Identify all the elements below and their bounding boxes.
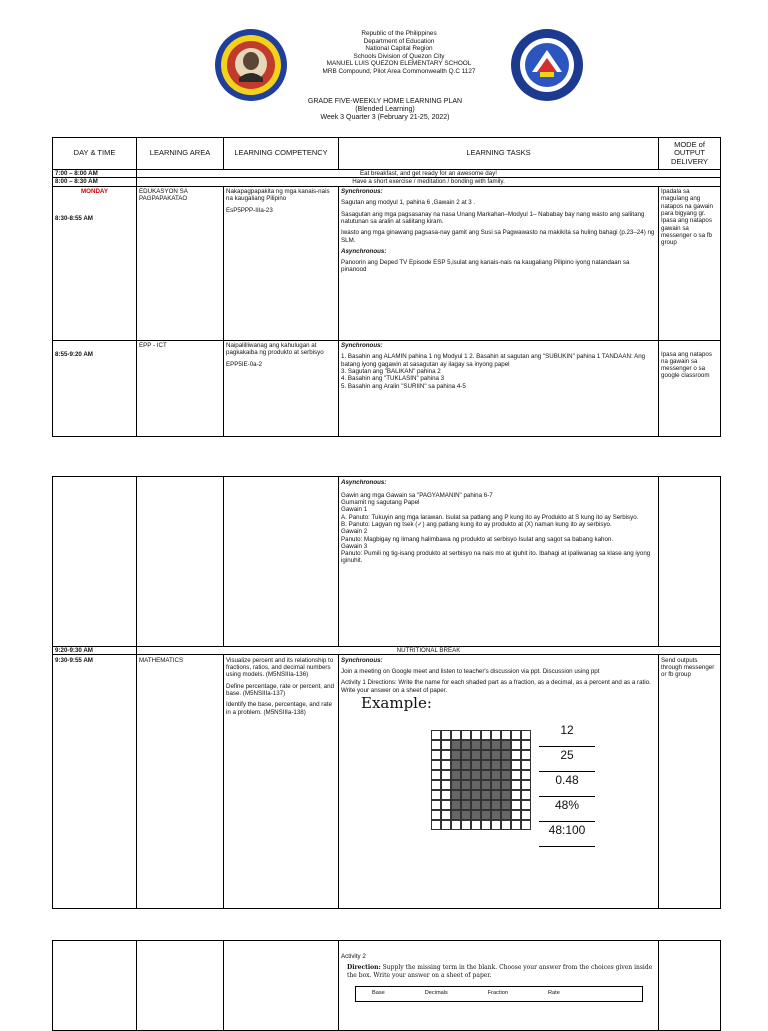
grid-cell [431, 760, 441, 770]
grid-cell [521, 750, 531, 760]
grid-cell [511, 760, 521, 770]
grid-cell [451, 800, 461, 810]
grid-cell [501, 760, 511, 770]
grid-cell [461, 810, 471, 820]
empty-mode-cell-3 [659, 941, 721, 1031]
epp-task-2: 3. Sagutan ang "BALIKAN" pahina 2 [341, 367, 441, 375]
percent-answer: 48% [539, 797, 595, 822]
grid-cell [511, 790, 521, 800]
epp-async-tasks [339, 477, 659, 647]
grid-cell [461, 770, 471, 780]
grid-cell [501, 730, 511, 740]
epp-tasks [339, 340, 659, 436]
grid-cell [441, 730, 451, 740]
plan-title: GRADE FIVE-WEEKLY HOME LEARNING PLAN [307, 98, 463, 105]
gawain-1-b: B. Panuto: Lagyan ng tsek (✓) ang patlang kung ito ay produkto at (X) naman kung ito ay serbisyo. [341, 520, 612, 528]
esp-mode: Ipadala sa magulang ang natapos na gawain para bigyang gr. Ipasa ang natapos gawain sa messenger o sa fb group [659, 186, 721, 340]
grid-cell [521, 790, 531, 800]
grid-cell [481, 750, 491, 760]
breakfast-time: 7:00 – 8:00 AM [53, 170, 137, 178]
math-mode: Send outputs through messenger or fb group [659, 655, 721, 909]
example-title: Example: [361, 693, 432, 712]
sagutang-papel: Gumamit ng sagutang Papel [341, 499, 420, 507]
school-seal-logo [214, 28, 288, 102]
grid-cell [511, 800, 521, 810]
grid-cell [521, 760, 531, 770]
grid-cell [441, 780, 451, 790]
decimal-answer: 0.48 [539, 772, 595, 797]
grid-cell [471, 750, 481, 760]
grid-cell [501, 750, 511, 760]
esp-competency-text: Nakapagpapakita ng mga kanais-nais na kaugaliang Pilipino [226, 188, 330, 203]
grid-cell [481, 730, 491, 740]
grid-cell [521, 730, 531, 740]
esp-sync-label: Synchronous: [341, 188, 383, 196]
grid-cell [461, 760, 471, 770]
grid-cell [451, 730, 461, 740]
math-sync-label: Synchronous: [341, 656, 383, 664]
activity-2-cell [339, 941, 659, 1031]
grid-cell [431, 820, 441, 830]
grid-cell [441, 760, 451, 770]
weekly-plan-table-1 [52, 137, 721, 437]
grid-cell [441, 790, 451, 800]
grid-cell [471, 800, 481, 810]
grid-cell [501, 740, 511, 750]
grid-cell [461, 800, 471, 810]
fraction-denominator: 25 [539, 747, 595, 772]
epp-mode: Ipasa ang natapos na gawain sa messenger o sa google classroom [659, 340, 721, 436]
epp-task-1: 1. Basahin ang ALAMIN pahina 1 ng Modyul 1 2. Basahin at sagutan ang "SUBUKIN" pahina 1 TANDAAN: Ang batang iyong gagawin at sasagutan ay ilagay sa inyong papel [341, 353, 646, 368]
grid-cell [521, 780, 531, 790]
grid-cell [481, 770, 491, 780]
activity-2-label: Activity 2 [341, 952, 366, 960]
grid-cell [511, 730, 521, 740]
col-header-tasks: LEARNING TASKS [339, 138, 659, 170]
breakfast-task: Eat breakfast, and get ready for an awesome day! [137, 170, 721, 178]
grid-cell [511, 750, 521, 760]
gawain-1-a: A. Panuto: Tukuyin ang mga larawan. Isulat sa patlang ang P kung ito ay Produkto at S kung ito ay Serbisyo. [341, 513, 639, 521]
epp-competency-code: EPP5IE-0a-2 [226, 360, 263, 368]
epp-time: 8:55-9:20 AM [53, 340, 137, 436]
grid-cell [511, 770, 521, 780]
grid-cell [441, 740, 451, 750]
esp-time: 8:30-8:55 AM [55, 215, 93, 223]
epp-task-3: 4. Basahin ang "TUKLASIN" pahina 3 [341, 375, 445, 383]
choice-fraction: Fraction [487, 990, 508, 997]
grid-cell [501, 770, 511, 780]
epp-competency-text: Naipalilliwanag ang kahulugan at pagkakaiba ng produkto at serbisyo [226, 342, 324, 357]
direction-label: Direction: [347, 963, 381, 971]
grid-cell [471, 780, 481, 790]
math-area: MATHEMATICS [137, 655, 224, 909]
fraction-numerator: 12 [539, 722, 595, 747]
math-competency-2: Define percentage, rate or percent, and base. (M5NSIIIa-137) [226, 682, 335, 697]
col-header-mode: MODE of OUTPUT DELIVERY [659, 138, 721, 170]
grid-cell [491, 800, 501, 810]
grid-cell [451, 820, 461, 830]
header-line-address: MRB Compound, Pilot Area Commonwealth Q.C 1127 [322, 67, 476, 75]
grid-cell [491, 760, 501, 770]
esp-competency [224, 186, 339, 340]
grid-cell [441, 820, 451, 830]
grid-cell [481, 790, 491, 800]
grid-cell [481, 820, 491, 830]
epp-competency [224, 340, 339, 436]
grid-cell [481, 800, 491, 810]
exercise-time: 8:00 – 8:30 AM [53, 178, 137, 186]
grid-cell [511, 820, 521, 830]
grid-cell [431, 800, 441, 810]
grid-cell [471, 810, 481, 820]
grid-cell [471, 820, 481, 830]
choice-rate: Rate [547, 990, 560, 997]
gawain-2-text: Panuto: Magbigay ng limang halimbawa ng produkto at serbisyo Isulat ang sagot sa babang kahon. [341, 535, 614, 543]
grid-cell [471, 790, 481, 800]
choice-decimals: Decimals [424, 990, 448, 997]
weekly-plan-table-2 [52, 476, 721, 909]
grid-cell [491, 820, 501, 830]
esp-competency-code: EsP5PPP-IIIa-23 [226, 206, 273, 214]
example-figure [361, 693, 601, 840]
grid-cell [491, 730, 501, 740]
col-header-learning-area: LEARNING AREA [137, 138, 224, 170]
header-line-deped: Department of Education [363, 37, 435, 45]
grid-cell [461, 730, 471, 740]
choice-base: Base [372, 990, 385, 997]
math-task-1: Join a meeting on Google meet and listen to teacher's discussion via ppt. Discussion using ppt [341, 668, 600, 676]
grid-cell [431, 780, 441, 790]
example-answers [531, 722, 601, 847]
empty-time-cell [53, 477, 137, 647]
grid-cell [471, 760, 481, 770]
math-tasks [339, 655, 659, 909]
grid-cell [461, 790, 471, 800]
grid-cell [461, 820, 471, 830]
col-header-day-time: DAY & TIME [53, 138, 137, 170]
grid-cell [451, 770, 461, 780]
grid-cell [521, 820, 531, 830]
day-label-monday: MONDAY [81, 188, 108, 196]
empty-competency-cell [224, 477, 339, 647]
grid-cell [521, 770, 531, 780]
esp-async-label: Asynchronous: [341, 247, 387, 255]
math-time: 9:30-9:55 AM [53, 655, 137, 909]
math-competency-1: Visualize percent and its relationship to fractions, ratios, and decimal numbers using models. (M5NSIIIa-136) [226, 656, 334, 679]
direction-text: Supply the missing term in the blank. Choose your answer from the choices given inside the box. Write your answer on a sheet of paper. [347, 963, 653, 979]
grid-cell [511, 780, 521, 790]
grid-cell [461, 750, 471, 760]
grid-cell [511, 740, 521, 750]
grid-cell [481, 810, 491, 820]
grid-cell [521, 810, 531, 820]
math-competency-3: Identify the base, percentage, and rate in a problem. (M5NSIIIa-138) [226, 701, 332, 716]
grid-cell [501, 790, 511, 800]
grid-cell [471, 740, 481, 750]
grid-cell [471, 730, 481, 740]
epp-sync-label: Synchronous: [341, 342, 383, 350]
weekly-plan-table-3 [52, 940, 721, 1031]
grid-cell [501, 810, 511, 820]
empty-competency-cell-3 [224, 941, 339, 1031]
esp-tasks [339, 186, 659, 340]
gawain-3-text: Panuto: Pumili ng tig-isang produkto at serbisyo na nais mo at iguhit ito. Ibahagi at ipaliwanag sa klase ang iyong iginuhit. [341, 550, 651, 565]
grid-cell [451, 810, 461, 820]
col-header-competency: LEARNING COMPETENCY [224, 138, 339, 170]
grid-cell [491, 810, 501, 820]
exercise-task: Have a short exercise / meditation / bonding with family. [137, 178, 721, 186]
math-task-2: Activity 1 Directions: Write the name for each shaded part as a fraction, as a decimal, as a percent and as a ratio. Write your answer on a sheet of paper. [341, 679, 651, 694]
grid-cell [481, 780, 491, 790]
grid-cell [461, 780, 471, 790]
grid-cell [481, 760, 491, 770]
plan-subtitle: (Blended Learning) [355, 106, 415, 113]
grid-cell [451, 760, 461, 770]
epp-task-4: 5. Basahin ang Aralin "SURIIN" sa pahina 4-5 [341, 382, 466, 390]
epp-async-label: Asynchronous: [341, 478, 387, 486]
grid-cell [491, 750, 501, 760]
header-line-division: Schools Division of Quezon City [353, 52, 445, 60]
esp-task-1: Sagutan ang modyul 1, pahina 6 ,Gawain 2 at 3 . [341, 199, 476, 207]
grid-cell [431, 790, 441, 800]
grid-cell [441, 800, 451, 810]
ratio-answer: 48:100 [539, 822, 595, 847]
activity-2-direction [347, 964, 656, 980]
grid-cell [441, 770, 451, 780]
pagyamanin-instruction: Gawin ang mga Gawain sa "PAGYAMANIN" pahina 6-7 [341, 491, 493, 499]
grid-cell [491, 780, 501, 790]
header-line-school: MANUEL LUIS QUEZON ELEMENTARY SCHOOL [326, 60, 472, 68]
header-text [288, 30, 510, 76]
empty-mode-cell [659, 477, 721, 647]
grid-cell [521, 800, 531, 810]
epp-area: EPP - ICT [137, 340, 224, 436]
grid-cell [461, 740, 471, 750]
header-line-republic: Republic of the Philippines [361, 30, 437, 37]
grid-cell [451, 740, 461, 750]
grid-cell [491, 740, 501, 750]
choices-box [355, 986, 643, 1002]
empty-time-cell-3 [53, 941, 137, 1031]
gawain-3-label: Gawain 3 [341, 542, 368, 550]
esp-async-task: Panoorin ang Deped TV Episode ESP 5,isulat ang kanais-nais na kaugaliang Pilipino iyong natandaan sa pinanood [341, 259, 630, 274]
break-time: 9:20-9:30 AM [53, 647, 137, 655]
grid-cell [491, 770, 501, 780]
gawain-1-label: Gawain 1 [341, 506, 368, 514]
plan-week: Week 3 Quarter 3 (February 21-25, 2022) [320, 114, 450, 121]
grid-cell [501, 780, 511, 790]
esp-task-2: Sasagutan ang mga pagsasanay na nasa Unang Markahan–Modyul 1– Nababay bay nang wasto ang saliitang natutunan sa aralin at saliitang kiram. [341, 210, 645, 225]
grid-cell [431, 740, 441, 750]
deped-seal-logo [510, 28, 584, 102]
hundred-grid-model [431, 730, 531, 830]
grid-cell [511, 810, 521, 820]
grid-cell [501, 820, 511, 830]
document-header [0, 26, 768, 132]
grid-cell [431, 770, 441, 780]
grid-cell [451, 790, 461, 800]
grid-cell [491, 790, 501, 800]
gawain-2-label: Gawain 2 [341, 528, 368, 536]
grid-cell [431, 750, 441, 760]
grid-cell [481, 740, 491, 750]
esp-area: EDUKASYON SA PAGPAPAKATAO [137, 186, 224, 340]
grid-cell [521, 740, 531, 750]
grid-cell [451, 750, 461, 760]
empty-area-cell-3 [137, 941, 224, 1031]
header-line-region: National Capital Region [365, 45, 433, 53]
grid-cell [441, 810, 451, 820]
grid-cell [441, 750, 451, 760]
esp-task-3: Iwasto ang mga ginawang pagsasa-nay gamit ang Susi sa Pagwawasto na makikita sa huling bahagi (p.23–24) ng SLM. [341, 229, 655, 244]
break-task: NUTRITIONAL BREAK [137, 647, 721, 655]
grid-cell [431, 730, 441, 740]
empty-area-cell [137, 477, 224, 647]
grid-cell [501, 800, 511, 810]
grid-cell [431, 810, 441, 820]
math-competency [224, 655, 339, 909]
grid-cell [451, 780, 461, 790]
grid-cell [471, 770, 481, 780]
esp-day-cell [53, 186, 137, 340]
